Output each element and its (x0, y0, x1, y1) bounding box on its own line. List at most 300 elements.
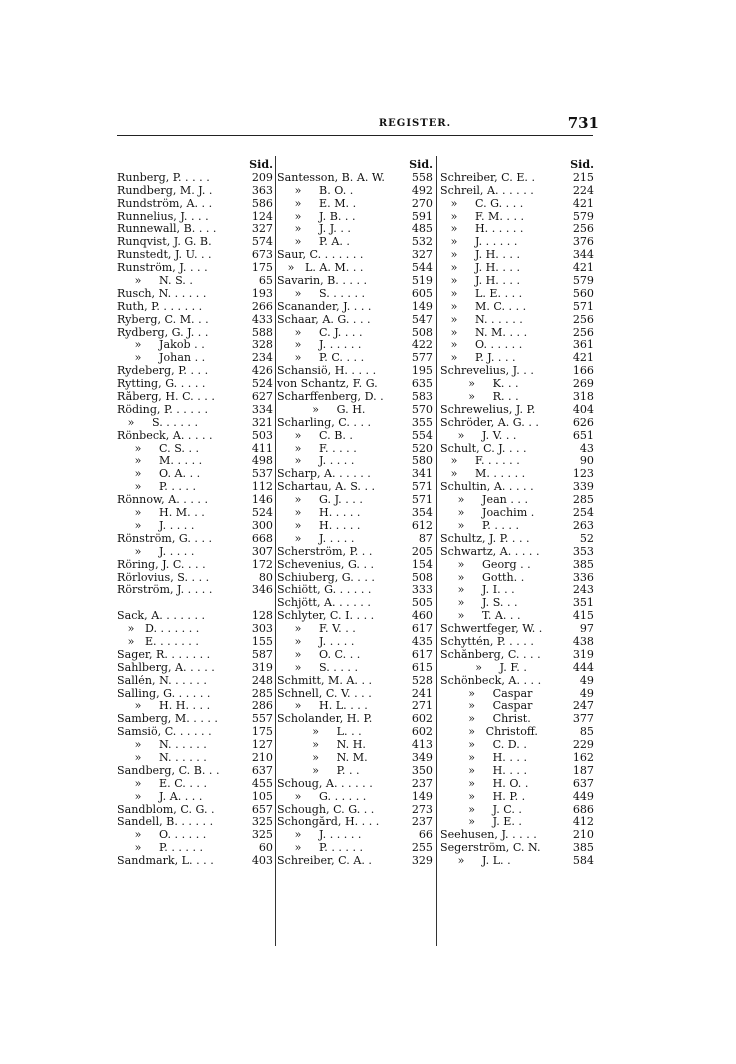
entry-page: 579 (572, 275, 594, 288)
entry-page: 627 (251, 391, 273, 404)
entry-page: 327 (251, 223, 273, 236)
index-entry (117, 623, 273, 636)
entry-page: 241 (411, 687, 433, 700)
index-entry (440, 675, 594, 688)
index-entry (117, 443, 273, 456)
entry-name: Schrevelius, J. . . (440, 365, 534, 378)
entry-name: » M. C. . . . (440, 300, 527, 313)
entry-name: Schough, C. G. . . (277, 803, 375, 816)
entry-name: Schongård, H. . . . (277, 816, 380, 829)
index-entry (117, 533, 273, 546)
entry-name: Salling, G. . . . . . (117, 687, 211, 700)
entry-page: 237 (411, 777, 433, 790)
entry-page: 344 (572, 249, 594, 262)
entry-name: » J. H. . . . (440, 249, 520, 262)
entry-page: 263 (572, 519, 594, 532)
entry-name: Schaar, A. G. . . . (277, 313, 371, 326)
entry-name: » Christ. (440, 713, 531, 726)
entry-name: » Jakob . . (117, 339, 205, 352)
entry-name: » P. C. . . . (277, 352, 365, 365)
entry-page: 403 (251, 855, 273, 868)
entry-name: Röring, J. C. . . . (117, 558, 206, 571)
entry-page: 209 (251, 171, 273, 184)
index-entry (440, 533, 594, 546)
entry-page: 269 (572, 378, 594, 391)
entry-name: » C. D. . (440, 739, 527, 752)
index-entry (277, 726, 433, 739)
entry-name: » P. J. . . . (440, 352, 516, 365)
entry-page: 155 (251, 635, 273, 648)
entry-page: 87 (418, 532, 433, 545)
index-entry (440, 572, 594, 585)
entry-name: Samberg, M. . . . . (117, 713, 218, 726)
entry-page: 412 (572, 816, 594, 829)
entry-name: Runnelius, J. . . . (117, 210, 209, 223)
entry-page: 175 (251, 726, 273, 739)
entry-page: 303 (251, 623, 273, 636)
entry-page: 166 (572, 365, 594, 378)
entry-name: » N. . . . . . (117, 739, 207, 752)
entry-name: » J. A. . . . (117, 790, 203, 803)
entry-name: Schultin, A. . . . . (440, 481, 534, 494)
entry-name: » G. H. (277, 403, 366, 416)
entry-page: 224 (572, 184, 594, 197)
entry-page: 195 (411, 365, 433, 378)
entry-page: 127 (251, 739, 273, 752)
index-entry (440, 816, 594, 829)
entry-page: 105 (251, 790, 273, 803)
entry-name: » O. A. . . (117, 468, 201, 481)
entry-page: 248 (251, 674, 273, 687)
entry-page: 286 (251, 700, 273, 713)
index-entry (277, 262, 433, 275)
entry-page: 411 (251, 442, 273, 455)
entry-page: 319 (251, 661, 273, 674)
index-entry (277, 688, 433, 701)
index-entry (277, 700, 433, 713)
index-entry (440, 739, 594, 752)
entry-name: Rörström, J. . . . . (117, 584, 213, 597)
entry-name: Runqvist, J. G. B. (117, 236, 212, 249)
index-entry (277, 507, 433, 520)
index-entry (440, 468, 594, 481)
entry-page: 426 (251, 365, 273, 378)
index-entry (440, 494, 594, 507)
entry-name: Runberg, P. . . . . (117, 171, 210, 184)
index-entry (277, 765, 433, 778)
index-entry (117, 688, 273, 701)
entry-name: Röding, P. . . . . . (117, 403, 208, 416)
entry-name: » H. . . . . (277, 519, 361, 532)
entry-name: » Caspar (440, 700, 533, 713)
entry-name: Scholander, H. P. (277, 713, 373, 726)
index-entry (277, 198, 433, 211)
entry-page: 327 (411, 249, 433, 262)
index-entry (117, 365, 273, 378)
index-entry (440, 455, 594, 468)
index-entry (440, 752, 594, 765)
entry-name: » J. V. . . (440, 429, 517, 442)
index-entry (117, 430, 273, 443)
entry-page: 615 (411, 661, 433, 674)
index-entry (440, 404, 594, 417)
entry-page: 574 (251, 236, 273, 249)
entry-page: 266 (251, 300, 273, 313)
index-entry (117, 327, 273, 340)
entry-page: 256 (572, 326, 594, 339)
index-entry (440, 597, 594, 610)
entry-page: 52 (579, 532, 594, 545)
entry-name: » N. S. . (117, 275, 193, 288)
entry-name: » M. . . . . (117, 455, 203, 468)
index-entry (277, 185, 433, 198)
index-entry (277, 365, 433, 378)
entry-name: » S. . . . . (277, 661, 358, 674)
entry-page: 175 (251, 262, 273, 275)
index-entry (117, 172, 273, 185)
index-entry (277, 855, 433, 868)
entry-page: 635 (411, 378, 433, 391)
entry-name: Segerström, C. N. (440, 842, 541, 855)
entry-name: Samsiö, C. . . . . . (117, 726, 212, 739)
index-entry (117, 559, 273, 572)
entry-page: 285 (572, 494, 594, 507)
entry-name: » J. . . . . (277, 635, 355, 648)
index-entry (277, 468, 433, 481)
index-entry (440, 791, 594, 804)
entry-page: 617 (411, 648, 433, 661)
entry-name: » H. P. . (440, 790, 526, 803)
entry-name: » N. M. (277, 751, 368, 764)
entry-page: 519 (411, 275, 433, 288)
index-entry (277, 443, 433, 456)
entry-name: Rydberg, G. J. . . (117, 326, 209, 339)
entry-name: Schreiber, C. A. . (277, 855, 372, 868)
index-entry (440, 649, 594, 662)
entry-name: Schwertfeger, W. . (440, 623, 543, 636)
index-entry (277, 223, 433, 236)
entry-page: 505 (411, 597, 433, 610)
entry-page: 205 (411, 545, 433, 558)
entry-name: Scherström, P. . . (277, 545, 373, 558)
index-entry (440, 559, 594, 572)
entry-name: » Gotth. . (440, 571, 525, 584)
index-entry (440, 507, 594, 520)
entry-page: 162 (572, 751, 594, 764)
entry-page: 558 (411, 171, 433, 184)
entry-name: » P. . . (277, 764, 360, 777)
entry-name: » G. J. . . . (277, 494, 363, 507)
entry-name: Savarin, B. . . . . (277, 275, 368, 288)
entry-name: » H. M. . . (117, 507, 205, 520)
entry-page: 243 (572, 584, 594, 597)
entry-name: » Christoff. (440, 726, 538, 739)
index-entry (440, 262, 594, 275)
entry-page: 336 (572, 571, 594, 584)
entry-name: Sandell, B. . . . . . (117, 816, 214, 829)
entry-page: 508 (411, 326, 433, 339)
entry-name: » N. . . . . . (117, 751, 207, 764)
entry-page: 404 (572, 403, 594, 416)
entry-name: Schånberg, C. . . . (440, 648, 541, 661)
entry-page: 657 (251, 803, 273, 816)
entry-page: 353 (572, 545, 594, 558)
index-entry (440, 211, 594, 224)
entry-page: 673 (251, 249, 273, 262)
entry-name: Rönström, G. . . . (117, 532, 213, 545)
entry-name: Ruth, P. . . . . . . (117, 300, 203, 313)
index-entry (117, 211, 273, 224)
index-entry (440, 172, 594, 185)
entry-page: 90 (579, 455, 594, 468)
entry-page: 385 (572, 842, 594, 855)
entry-name: » J. . . . . (277, 532, 355, 545)
entry-page: 586 (251, 197, 273, 210)
entry-page: 256 (572, 313, 594, 326)
index-entry (277, 572, 433, 585)
entry-name: » P. . . . . . (117, 842, 204, 855)
entry-page: 435 (411, 635, 433, 648)
entry-name (117, 159, 249, 172)
entry-page (251, 597, 273, 610)
index-entry (117, 520, 273, 533)
index-entry (277, 288, 433, 301)
index-entry (117, 584, 273, 597)
entry-page: 485 (411, 223, 433, 236)
index-entry (277, 481, 433, 494)
index-entry (117, 816, 273, 829)
entry-page: 43 (579, 442, 594, 455)
entry-name: » H. L. . . . (277, 700, 368, 713)
index-entry (117, 855, 273, 868)
entry-page: 602 (411, 726, 433, 739)
entry-page: 438 (572, 635, 594, 648)
index-entry (440, 829, 594, 842)
index-entry (440, 778, 594, 791)
index-entry (440, 688, 594, 701)
entry-name: » J. C. . (440, 803, 522, 816)
index-entry (277, 327, 433, 340)
entry-name: » J. J. . . (277, 223, 351, 236)
entry-name: » Johan . . (117, 352, 206, 365)
index-entry (440, 610, 594, 623)
index-entry (117, 649, 273, 662)
entry-page: 307 (251, 545, 273, 558)
index-entry (440, 443, 594, 456)
index-entry (277, 339, 433, 352)
entry-name: » S. . . . . . (117, 416, 198, 429)
entry-name (117, 597, 251, 610)
entry-page: 215 (572, 171, 594, 184)
entry-page: 577 (411, 352, 433, 365)
index-entry (277, 804, 433, 817)
entry-name: » J. E. . (440, 816, 522, 829)
index-entry (277, 494, 433, 507)
index-entry (440, 546, 594, 559)
entry-name: Sager, R. . . . . . . (117, 648, 211, 661)
index-entry (440, 584, 594, 597)
index-entry (277, 352, 433, 365)
entry-page: 333 (411, 584, 433, 597)
index-entry (277, 739, 433, 752)
entry-page: 328 (251, 339, 273, 352)
index-entry (117, 236, 273, 249)
entry-name: » J. I. . . (440, 584, 515, 597)
entry-page: 570 (411, 403, 433, 416)
entry-page: 254 (572, 507, 594, 520)
entry-name: Sallén, N. . . . . . (117, 674, 207, 687)
entry-name: Schyttén, P. . . . . (440, 635, 534, 648)
entry-page: 234 (251, 352, 273, 365)
entry-name: » J. H. . . . (440, 275, 520, 288)
entry-page: 605 (411, 287, 433, 300)
index-entry (117, 675, 273, 688)
entry-name: » J. . . . . (117, 519, 195, 532)
entry-page: 363 (251, 184, 273, 197)
index-entry (117, 507, 273, 520)
entry-name: » O. . . . . . (440, 339, 523, 352)
index-entry (277, 610, 433, 623)
entry-page: 385 (572, 558, 594, 571)
index-entry (117, 804, 273, 817)
index-entry (277, 275, 433, 288)
index-entry (440, 804, 594, 817)
entry-page: 273 (411, 803, 433, 816)
index-entry (440, 623, 594, 636)
entry-page: 325 (251, 816, 273, 829)
index-entry (117, 636, 273, 649)
index-entry (440, 301, 594, 314)
entry-name: Schlyter, C. I. . . . (277, 610, 375, 623)
entry-page: 547 (411, 313, 433, 326)
index-entry (440, 662, 594, 675)
entry-name: Schönbeck, A. . . . (440, 674, 542, 687)
entry-page: 686 (572, 803, 594, 816)
entry-page: 255 (411, 842, 433, 855)
entry-page: 421 (572, 352, 594, 365)
entry-page: 237 (411, 816, 433, 829)
entry-name: » F. M. . . . (440, 210, 525, 223)
entry-page: 256 (572, 223, 594, 236)
entry-page: 49 (579, 674, 594, 687)
index-entry (117, 700, 273, 713)
index-entry (117, 546, 273, 559)
index-entry (440, 726, 594, 739)
index-entry (117, 301, 273, 314)
entry-name: » N. . . . . . (440, 313, 523, 326)
entry-name: » G. . . . . . (277, 790, 367, 803)
entry-name: Scharffenberg, D. . (277, 391, 384, 404)
index-column-1 (117, 159, 273, 868)
entry-page: 579 (572, 210, 594, 223)
entry-page: 455 (251, 777, 273, 790)
entry-page: 80 (258, 571, 273, 584)
entry-name: Rundberg, M. J. . (117, 184, 213, 197)
entry-page: 421 (572, 197, 594, 210)
index-entry (440, 765, 594, 778)
index-entry (117, 597, 273, 610)
entry-name: Schansiö, H. . . . . (277, 365, 377, 378)
entry-page: 65 (258, 275, 273, 288)
index-entry (277, 430, 433, 443)
entry-name: Sack, A. . . . . . . (117, 610, 206, 623)
entry-page: 334 (251, 403, 273, 416)
entry-name: Scharp, A. . . . . . (277, 468, 371, 481)
index-entry (117, 481, 273, 494)
entry-name: » C. B. . (277, 429, 353, 442)
index-entry (117, 610, 273, 623)
page-column-label: Sid. (249, 159, 273, 171)
entry-name: » J. L. . (440, 855, 511, 868)
entry-name: » E. C. . . . (117, 777, 207, 790)
index-entry (440, 378, 594, 391)
entry-page: 349 (411, 751, 433, 764)
entry-page: 319 (572, 648, 594, 661)
entry-name: Runnewall, B. . . . (117, 223, 217, 236)
entry-page: 617 (411, 623, 433, 636)
entry-name: » J. . . . . (117, 545, 195, 558)
entry-name: » H. O. . (440, 777, 529, 790)
entry-name: » N. H. (277, 739, 366, 752)
entry-page: 580 (411, 455, 433, 468)
entry-page: 626 (572, 416, 594, 429)
entry-name: » O. . . . . . (117, 829, 207, 842)
entry-name: » L. . . (277, 726, 362, 739)
index-entry (277, 211, 433, 224)
entry-page: 193 (251, 287, 273, 300)
entry-name: » J. F. . (440, 661, 527, 674)
index-entry (277, 636, 433, 649)
entry-page: 154 (411, 558, 433, 571)
header-rule (117, 135, 593, 136)
index-entry (277, 249, 433, 262)
entry-name: » O. C. . . (277, 648, 361, 661)
entry-name: Rusch, N. . . . . . (117, 287, 207, 300)
index-entry (440, 636, 594, 649)
entry-name: » Georg . . (440, 558, 531, 571)
index-entry (117, 829, 273, 842)
entry-name: » J. . . . . . (277, 339, 362, 352)
entry-name: » E. . . . . . . (117, 635, 199, 648)
entry-name: Schoug, A. . . . . . (277, 777, 373, 790)
entry-page: 271 (411, 700, 433, 713)
entry-page: 498 (251, 455, 273, 468)
index-entry (277, 520, 433, 533)
entry-page: 571 (411, 494, 433, 507)
entry-page: 285 (251, 687, 273, 700)
entry-name: » P. . . . . (117, 481, 197, 494)
index-entry (440, 520, 594, 533)
column-header-row (277, 159, 433, 172)
entry-name: Schult, C. J. . . . (440, 442, 527, 455)
index-entry (440, 391, 594, 404)
index-entry (440, 842, 594, 855)
entry-page: 146 (251, 494, 273, 507)
entry-page: 376 (572, 236, 594, 249)
entry-name: Rytting, G. . . . . (117, 378, 206, 391)
entry-page: 66 (418, 829, 433, 842)
entry-page: 449 (572, 790, 594, 803)
entry-page: 210 (572, 829, 594, 842)
entry-name: » N. M. . . . (440, 326, 528, 339)
index-entry (117, 352, 273, 365)
entry-name: » F. . . . . (277, 442, 357, 455)
entry-page: 532 (411, 236, 433, 249)
entry-name: Råberg, H. C. . . . (117, 391, 215, 404)
index-entry (277, 829, 433, 842)
index-entry (117, 842, 273, 855)
entry-page: 339 (572, 481, 594, 494)
